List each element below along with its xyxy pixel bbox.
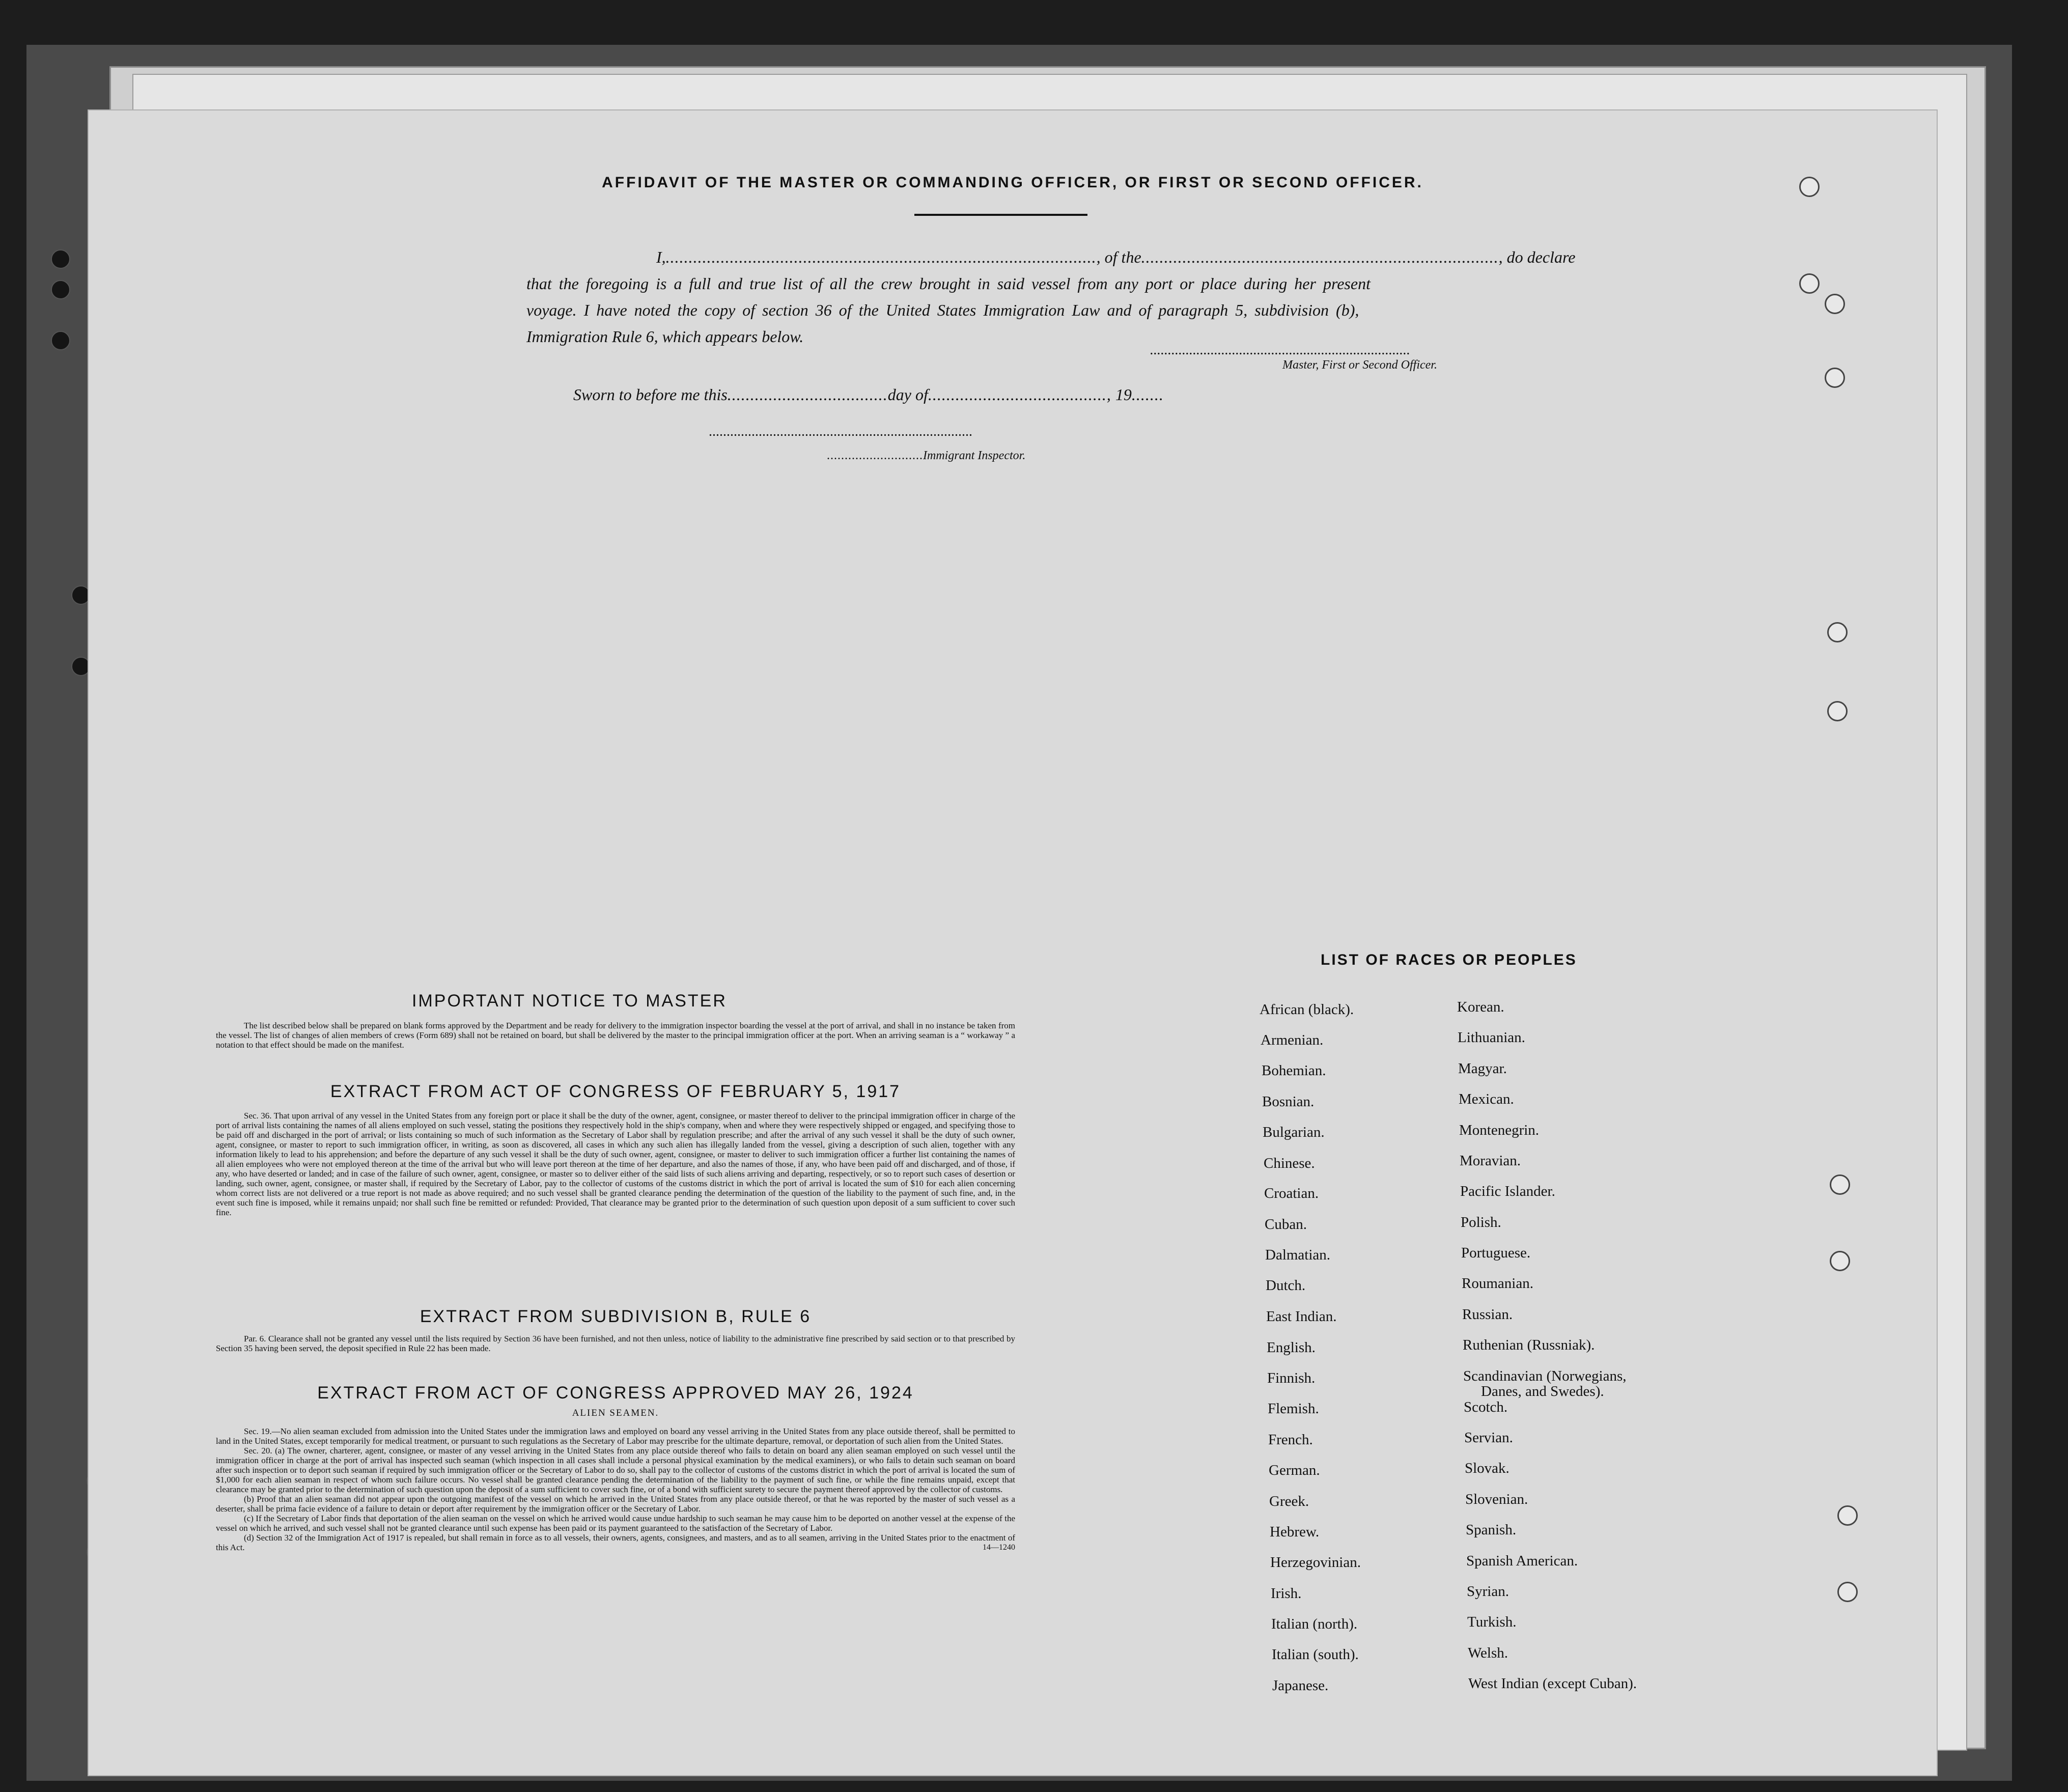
affidavit-declare: , do declare — [1498, 248, 1576, 266]
race-item: Scandinavian (Norwegians, — [1463, 1368, 1627, 1384]
race-item: Bulgarian. — [1263, 1124, 1325, 1140]
race-item: Servian. — [1464, 1430, 1513, 1446]
punch-hole — [1799, 273, 1820, 294]
inspector-signature-line: .......................................................................... — [709, 424, 972, 439]
race-item: French. — [1268, 1432, 1313, 1448]
extract-rule6-body — [216, 1334, 1015, 1353]
race-item: Finnish. — [1267, 1370, 1316, 1386]
binder-hole — [51, 280, 70, 299]
race-item: Scotch. — [1464, 1399, 1508, 1415]
section-20d-text: (d) Section 32 of the Immigration Act of 1917 is repealed, but shall remain in force as to all vessels, their owners, agents, consignees, and masters, and as to all seamen, arriving in the United States prior to the enactment of this Act. — [216, 1533, 1015, 1552]
race-item: Syrian. — [1467, 1583, 1509, 1600]
race-item: Bosnian. — [1262, 1094, 1315, 1110]
affidavit-i: I, — [656, 248, 666, 266]
sworn-year: 19 — [1115, 385, 1132, 404]
punch-hole — [1837, 1505, 1858, 1526]
notice-title: IMPORTANT NOTICE TO MASTER — [412, 991, 727, 1011]
race-item: Magyar. — [1458, 1060, 1507, 1077]
race-item: Montenegrin. — [1459, 1122, 1540, 1138]
punch-hole — [1827, 622, 1848, 642]
race-item: German. — [1269, 1462, 1320, 1478]
race-item: Flemish. — [1268, 1401, 1319, 1417]
section-20d-paragraph — [216, 1533, 1015, 1552]
extract-1917-body — [216, 1111, 1015, 1217]
race-item: Danes, and Swedes). — [1481, 1383, 1604, 1399]
blank-line: .............................................................................................. — [665, 248, 1097, 266]
section-19-paragraph: Sec. 19.—No alien seaman excluded from admission into the United States under the immigration laws and employed on board any vessel arriving in the United States from any place outside thereof, shall be permitted to land in the United States, except temporarily for medical treatment, or pursuant to such regulations as the Secretary of Labor may prescribe for the ultimate departure, removal, or deportation of such alien from the United States. — [216, 1426, 1015, 1446]
affidavit-sheet — [88, 109, 1938, 1776]
race-item: Moravian. — [1460, 1153, 1521, 1169]
race-item: Russian. — [1462, 1306, 1513, 1323]
section-20b-paragraph: (b) Proof that an alien seaman did not appear upon the outgoing manifest of the vessel on which he arrived in the United States from any place outside thereof, or that he was reported by the master of such vessel as a deserter, shall be prima facie evidence of a failure to detain or deport after requirement by the immigration officer or the Secretary of Labor. — [216, 1494, 1015, 1514]
extract-rule6-title: EXTRACT FROM SUBDIVISION B, RULE 6 — [420, 1307, 812, 1326]
race-item: Dutch. — [1266, 1277, 1306, 1294]
race-item: Dalmatian. — [1265, 1247, 1331, 1263]
race-item: Japanese. — [1272, 1677, 1329, 1694]
race-item: Irish. — [1271, 1585, 1302, 1602]
races-title: LIST OF RACES OR PEOPLES — [1321, 951, 1577, 968]
race-item: Italian (north). — [1271, 1616, 1358, 1632]
race-item: East Indian. — [1266, 1308, 1337, 1325]
title-underline — [914, 214, 1087, 216]
race-item: Hebrew. — [1270, 1524, 1320, 1540]
race-item: Turkish. — [1467, 1614, 1517, 1630]
race-item: English. — [1267, 1339, 1316, 1356]
race-item: Pacific Islander. — [1460, 1183, 1555, 1199]
race-item: Cuban. — [1265, 1216, 1307, 1233]
affidavit-line-4: Immigration Rule 6, which appears below. — [526, 327, 804, 346]
sworn-prefix: Sworn to before me this — [573, 385, 728, 404]
section-20c-paragraph: (c) If the Secretary of Labor finds that deportation of the alien seaman on the vessel on which he arrived would cause undue hardship to such seaman he may cause him to be deported on another vessel at the expense of the vessel on which he arrived, and such vessel shall not be granted clearance until such expense has been paid or its payment guaranteed to the satisfaction of the Secretary of Labor. — [216, 1514, 1015, 1533]
race-item: Ruthenian (Russniak). — [1463, 1337, 1595, 1353]
inspector-label: Immigrant Inspector. — [923, 449, 1026, 462]
punch-hole — [1825, 368, 1845, 388]
race-item: Croatian. — [1264, 1185, 1319, 1201]
race-item: Portuguese. — [1461, 1245, 1531, 1261]
punch-hole — [1837, 1582, 1858, 1602]
punch-hole — [1825, 294, 1845, 314]
blank-line: ......................................., — [928, 385, 1111, 404]
race-item: Roumanian. — [1462, 1275, 1533, 1292]
race-item: Slovak. — [1465, 1460, 1510, 1476]
affidavit-line-2: that the foregoing is a full and true list of all the crew brought in said vessel from any port or place during her present — [526, 274, 1371, 293]
affidavit-line-3: voyage. I have noted the copy of section 36 of the United States Immigration Law and of paragraph 5, subdivision (b), — [526, 301, 1359, 319]
race-item: Italian (south). — [1272, 1646, 1359, 1663]
race-item: Lithuanian. — [1458, 1029, 1525, 1046]
race-item: Greek. — [1269, 1493, 1309, 1509]
binder-hole — [51, 331, 70, 350]
race-item: Mexican. — [1459, 1091, 1514, 1107]
blank-line: ........................... — [827, 449, 923, 462]
race-item: Polish. — [1461, 1214, 1501, 1230]
affidavit-of-the: , of the — [1096, 248, 1141, 266]
section-36-paragraph: Sec. 36. That upon arrival of any vessel in the United States from any foreign port or place it shall be the duty of the owner, agent, consignee, or master thereof to deliver to the principal immigration officer in charge of the port of arrival lists containing the names of all aliens employed on such vessel, stating the positions they respectively hold in the ship's company, when and where they were respectively shipped or engaged, and specifying those to be paid off and discharged in the port of arrival; or lists containing so much of such information as the Secretary of Labor shall by regulation prescribe; and after the arrival of any such vessel it shall be the duty of such owner, agent, consignee, or master to report to such immigration officer, in writing, as soon as discovered, all cases in which any such alien has illegally landed from the vessel, giving a description of such alien, together with any information likely to lead to his apprehension; and before the departure of any such vessel it shall be the duty of such owner, agent, consignee, or master to deliver to such immigration officer a further list containing the names of all alien employees who were not employed thereon at the time of the arrival but who will leave port thereon at the time of her departure, and also the names of those, if any, who have been paid off and discharged, and of those, if any, who have deserted or landed; and in case of the failure of such owner, agent, consignee, or master so to deliver either of the said lists of such aliens arriving and departing, respectively, or so to report such cases of desertion or landing, such owner, agent, consignee, or master shall, if required by the Secretary of Labor, pay to the collector of customs of the customs district in which the port of arrival is located the sum of $10 for each alien concerning whom correct lists are not delivered or a true report is not made as above required; and no such vessel shall be granted clearance pending the determination of the question of the liability to the payment of such fine, and, in the event such fine is imposed, while it remains unpaid; nor shall such fine be remitted or refunded: Provided, That clearance may be granted prior to the determination of such question upon deposit of a sum sufficient to cover such fine. — [216, 1111, 1015, 1217]
form-number: 14—1240 — [983, 1543, 1015, 1552]
extract-1924-title: EXTRACT FROM ACT OF CONGRESS APPROVED MAY 26, 1924 — [317, 1383, 914, 1403]
race-item: Welsh. — [1468, 1645, 1508, 1661]
race-item: Herzegovinian. — [1270, 1554, 1361, 1571]
inspector-line — [827, 449, 1025, 463]
signature-line: ......................................................................... — [1150, 342, 1410, 358]
section-20a-paragraph: Sec. 20. (a) The owner, charterer, agent, consignee, or master of any vessel arriving in the United States from any place outside thereof who fails to detain on board any alien seaman employed on such vessel until the immigration officer in charge at the port of arrival has inspected such seaman (which inspection in all cases shall include a personal physical examination by the medical examiners), or who fails to detain such seaman on board after such inspection or to deport such seaman if required by such immigration officer or the Secretary of Labor to do so, shall pay to the collector of customs of the customs district in which the port of arrival is located the sum of $1,000 for each alien seaman in respect of whom such failure occurs. No vessel shall be granted clearance pending the determination of the liability to the payment of such fine, or while the fine remains unpaid, except that clearance may be granted prior to the determination of such question upon the deposit of a sum sufficient to cover such fine, or of a bond with sufficient surety to secure the payment thereof approved by the collector of customs. — [216, 1446, 1015, 1494]
paragraph-6: Par. 6. Clearance shall not be granted any vessel until the lists required by Section 36 have been furnished, and not then unless, notice of liability to the administrative fine prescribed by said section or to that prescribed by Section 35 having been served, the deposit specified in Rule 22 has been made. — [216, 1334, 1015, 1353]
extract-1917-title: EXTRACT FROM ACT OF CONGRESS OF FEBRUARY 5, 1917 — [330, 1082, 901, 1101]
race-item: Slovenian. — [1465, 1491, 1528, 1507]
sworn-line — [573, 385, 1164, 404]
sworn-day-of: day of — [887, 385, 928, 404]
affidavit-title: AFFIDAVIT OF THE MASTER OR COMMANDING OFFICER, OR FIRST OR SECOND OFFICER. — [602, 174, 1423, 191]
race-item: Spanish American. — [1466, 1553, 1578, 1569]
binder-hole — [51, 249, 70, 269]
extract-1924-body — [216, 1426, 1015, 1552]
race-item: Chinese. — [1264, 1155, 1315, 1171]
race-item: Spanish. — [1466, 1522, 1517, 1538]
punch-hole — [1830, 1251, 1850, 1271]
blank-line: ................................... — [727, 385, 888, 404]
race-item: Korean. — [1457, 999, 1504, 1015]
notice-body — [216, 1021, 1015, 1050]
affidavit-text — [526, 244, 1576, 350]
race-item: African (black). — [1260, 1001, 1354, 1018]
blank-line: ....... — [1131, 385, 1164, 404]
alien-seamen-heading: ALIEN SEAMEN. — [572, 1408, 659, 1418]
signature-label: Master, First or Second Officer. — [1282, 358, 1437, 372]
punch-hole — [1830, 1174, 1850, 1195]
blank-line: .............................................................................. — [1141, 248, 1499, 266]
race-item: Bohemian. — [1262, 1062, 1326, 1079]
notice-paragraph: The list described below shall be prepared on blank forms approved by the Department and be ready for delivery to the immigration inspector boarding the vessel at the port of arrival, and shall in no instance be taken from the vessel. The list of changes of alien members of crews (Form 689) shall not be retained on board, but shall be delivered by the master to the principal immigration officer at the port. When an arriving seaman is a “ workaway ” a notation to that effect should be made on the manifest. — [216, 1021, 1015, 1050]
affidavit-line-1 — [526, 244, 1576, 270]
race-item: West Indian (except Cuban). — [1468, 1675, 1637, 1692]
punch-hole — [1827, 701, 1848, 721]
race-item: Armenian. — [1261, 1032, 1324, 1048]
